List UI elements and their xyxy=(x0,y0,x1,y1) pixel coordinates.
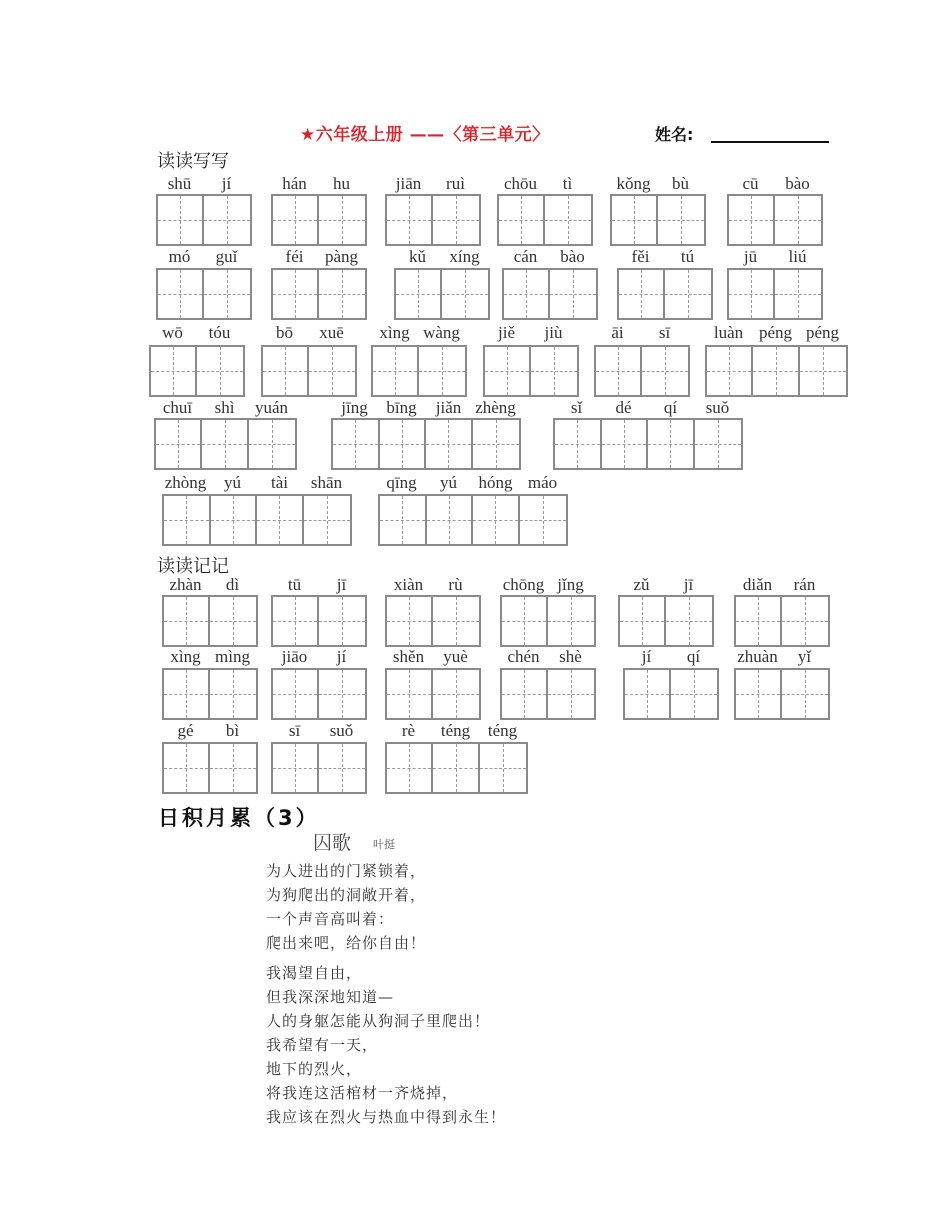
pinyin-syllable: xuē xyxy=(319,323,344,342)
tianzige-writing-grid xyxy=(156,268,252,320)
writing-cell[interactable] xyxy=(548,597,594,645)
writing-cell[interactable] xyxy=(550,270,596,318)
pinyin-syllable: jiāo xyxy=(281,647,308,666)
writing-cell[interactable] xyxy=(729,270,775,318)
writing-cell[interactable] xyxy=(555,420,602,468)
poem-line: 为狗爬出的洞敞开着， xyxy=(266,886,427,904)
writing-cell[interactable] xyxy=(164,496,211,544)
pinyin-syllable: bì xyxy=(225,721,240,740)
writing-cell[interactable] xyxy=(273,597,319,645)
pinyin-syllable: qí xyxy=(686,647,701,666)
writing-cell[interactable] xyxy=(531,347,577,395)
writing-cell[interactable] xyxy=(319,744,365,792)
writing-cell[interactable] xyxy=(333,420,380,468)
writing-cell[interactable] xyxy=(775,196,821,244)
writing-cell[interactable] xyxy=(151,347,197,395)
writing-cell[interactable] xyxy=(373,347,419,395)
pinyin-syllable: jiě xyxy=(498,323,515,342)
poem-line: 爬出来吧，给你自由！ xyxy=(266,934,427,952)
writing-cell[interactable] xyxy=(419,347,465,395)
tianzige-writing-grid xyxy=(610,194,706,246)
tianzige-writing-grid xyxy=(162,742,258,794)
pinyin-syllable: dì xyxy=(225,575,240,594)
writing-cell[interactable] xyxy=(210,744,256,792)
poem-line: 我渴望自由， xyxy=(266,964,363,982)
writing-cell[interactable] xyxy=(427,496,474,544)
tianzige-writing-grid xyxy=(271,268,367,320)
writing-cell[interactable] xyxy=(433,744,479,792)
writing-cell[interactable] xyxy=(387,670,433,718)
pinyin-syllable: zhèng xyxy=(475,398,516,417)
pinyin-syllable: hóng xyxy=(478,473,513,492)
writing-cell[interactable] xyxy=(665,270,711,318)
writing-cell[interactable] xyxy=(204,196,250,244)
poem-line: 但我深深地知道— xyxy=(266,988,395,1006)
tianzige-writing-grid xyxy=(162,494,352,546)
pinyin-syllable: chōng xyxy=(502,575,545,594)
tianzige-writing-grid xyxy=(385,595,481,647)
writing-cell[interactable] xyxy=(197,347,243,395)
pinyin-syllable: sī xyxy=(658,323,671,342)
writing-cell[interactable] xyxy=(548,670,594,718)
pinyin-syllable: sī xyxy=(288,721,301,740)
tianzige-writing-grid xyxy=(502,268,598,320)
writing-cell[interactable] xyxy=(433,597,479,645)
tianzige-writing-grid xyxy=(727,194,823,246)
pinyin-syllable: xìng xyxy=(379,323,410,342)
pinyin-syllable: bù xyxy=(672,174,689,193)
poem-title: 囚歌 xyxy=(313,832,352,854)
pinyin-syllable: xìng xyxy=(170,647,201,666)
tianzige-writing-grid xyxy=(705,345,848,397)
pinyin-syllable: téng xyxy=(487,721,518,740)
tianzige-writing-grid xyxy=(594,345,690,397)
pinyin-syllable: xiàn xyxy=(393,575,424,594)
pinyin-syllable: zhòng xyxy=(164,473,207,492)
writing-cell[interactable] xyxy=(671,670,717,718)
writing-cell[interactable] xyxy=(273,670,319,718)
poem-line: 我希望有一天， xyxy=(266,1036,379,1054)
pinyin-syllable: bīng xyxy=(386,398,417,417)
tianzige-writing-grid xyxy=(500,595,596,647)
pinyin-syllable: suǒ xyxy=(329,721,354,740)
writing-cell[interactable] xyxy=(625,670,671,718)
pinyin-syllable: luàn xyxy=(713,323,744,342)
worksheet-title: ★六年级上册 ——〈第三单元〉 xyxy=(300,125,550,145)
pinyin-syllable: téng xyxy=(440,721,471,740)
writing-cell[interactable] xyxy=(502,670,548,718)
writing-cell[interactable] xyxy=(204,270,250,318)
pinyin-syllable: qīng xyxy=(386,473,417,492)
writing-cell[interactable] xyxy=(442,270,488,318)
pinyin-syllable: liú xyxy=(788,247,807,266)
writing-cell[interactable] xyxy=(736,670,782,718)
pinyin-syllable: tú xyxy=(680,247,695,266)
tianzige-writing-grid xyxy=(727,268,823,320)
pinyin-syllable: jīng xyxy=(341,398,368,417)
pinyin-syllable: bō xyxy=(276,323,293,342)
writing-cell[interactable] xyxy=(473,496,520,544)
writing-cell[interactable] xyxy=(520,496,566,544)
pinyin-syllable: jiǎn xyxy=(435,398,462,417)
pinyin-syllable: jí xyxy=(641,647,652,666)
pinyin-syllable: qí xyxy=(663,398,678,417)
tianzige-writing-grid xyxy=(371,345,467,397)
writing-cell[interactable] xyxy=(545,196,591,244)
writing-cell[interactable] xyxy=(612,196,658,244)
poem-line: 地下的烈火， xyxy=(266,1060,363,1078)
writing-cell[interactable] xyxy=(210,670,256,718)
pinyin-syllable: bào xyxy=(560,247,585,266)
tianzige-writing-grid xyxy=(394,268,490,320)
writing-cell[interactable] xyxy=(387,744,433,792)
pinyin-syllable: diǎn xyxy=(742,575,773,594)
pinyin-syllable: jī xyxy=(683,575,694,594)
writing-cell[interactable] xyxy=(164,670,210,718)
writing-cell[interactable] xyxy=(319,196,365,244)
pinyin-syllable: tài xyxy=(271,473,288,492)
writing-cell[interactable] xyxy=(202,420,248,468)
pinyin-syllable: tóu xyxy=(208,323,231,342)
pinyin-syllable: fěi xyxy=(631,247,650,266)
tianzige-writing-grid xyxy=(734,668,830,720)
tianzige-writing-grid xyxy=(156,194,252,246)
writing-cell[interactable] xyxy=(619,270,665,318)
tianzige-writing-grid xyxy=(162,595,258,647)
writing-cell[interactable] xyxy=(485,347,531,395)
pinyin-syllable: zǔ xyxy=(633,575,650,594)
pinyin-syllable: jí xyxy=(336,647,347,666)
writing-cell[interactable] xyxy=(319,670,365,718)
poem-line: 一个声音高叫着： xyxy=(266,910,395,928)
tianzige-writing-grid xyxy=(385,194,481,246)
writing-cell[interactable] xyxy=(210,597,256,645)
pinyin-syllable: chén xyxy=(507,647,540,666)
tianzige-writing-grid xyxy=(271,595,367,647)
writing-cell[interactable] xyxy=(164,597,210,645)
pinyin-syllable: jí xyxy=(221,174,232,193)
name-label: 姓名: xyxy=(655,125,694,144)
poem-line: 人的身躯怎能从狗洞子里爬出！ xyxy=(266,1012,491,1030)
tianzige-writing-grid xyxy=(162,668,258,720)
writing-cell[interactable] xyxy=(473,420,519,468)
tianzige-writing-grid xyxy=(154,418,297,470)
writing-cell[interactable] xyxy=(753,347,799,395)
writing-cell[interactable] xyxy=(433,670,479,718)
pinyin-syllable: guǐ xyxy=(215,247,238,266)
writing-cell[interactable] xyxy=(502,597,548,645)
pinyin-syllable: sǐ xyxy=(570,398,583,417)
tianzige-writing-grid xyxy=(623,668,719,720)
writing-cell[interactable] xyxy=(309,347,355,395)
pinyin-syllable: shè xyxy=(559,647,582,666)
writing-cell[interactable] xyxy=(620,597,666,645)
tianzige-writing-grid xyxy=(385,668,481,720)
tianzige-writing-grid xyxy=(378,494,568,546)
pinyin-syllable: suǒ xyxy=(705,398,730,417)
pinyin-syllable: shū xyxy=(167,174,192,193)
writing-cell[interactable] xyxy=(782,670,828,718)
writing-cell[interactable] xyxy=(504,270,550,318)
tianzige-writing-grid xyxy=(483,345,579,397)
pinyin-syllable: shān xyxy=(310,473,343,492)
writing-cell[interactable] xyxy=(426,420,473,468)
writing-cell[interactable] xyxy=(387,597,433,645)
writing-cell[interactable] xyxy=(211,496,258,544)
writing-cell[interactable] xyxy=(257,496,304,544)
pinyin-syllable: yuán xyxy=(254,398,289,417)
tianzige-writing-grid xyxy=(261,345,357,397)
tianzige-writing-grid xyxy=(497,194,593,246)
pinyin-syllable: mìng xyxy=(215,647,250,666)
pinyin-syllable: yuè xyxy=(443,647,468,666)
writing-cell[interactable] xyxy=(658,196,704,244)
poem-author: 叶挺 xyxy=(373,838,395,851)
writing-cell[interactable] xyxy=(164,744,210,792)
pinyin-syllable: āi xyxy=(611,323,624,342)
pinyin-syllable: shěn xyxy=(392,647,425,666)
pinyin-syllable: zhuàn xyxy=(737,647,778,666)
writing-cell[interactable] xyxy=(380,420,427,468)
pinyin-syllable: yú xyxy=(440,473,457,492)
tianzige-writing-grid xyxy=(385,742,528,794)
writing-cell[interactable] xyxy=(319,270,365,318)
pinyin-syllable: cán xyxy=(513,247,538,266)
writing-cell[interactable] xyxy=(480,744,526,792)
writing-cell[interactable] xyxy=(156,420,202,468)
writing-cell[interactable] xyxy=(729,196,775,244)
section-heading-read-remember: 读读记记 xyxy=(157,556,229,577)
pinyin-syllable: tì xyxy=(562,174,573,193)
tianzige-writing-grid xyxy=(734,595,830,647)
poem-line: 为人进出的门紧锁着， xyxy=(266,862,427,880)
pinyin-syllable: péng xyxy=(805,323,840,342)
pinyin-syllable: máo xyxy=(527,473,558,492)
pinyin-syllable: gé xyxy=(177,721,194,740)
writing-cell[interactable] xyxy=(319,597,365,645)
writing-cell[interactable] xyxy=(775,270,821,318)
pinyin-syllable: hán xyxy=(282,174,307,193)
pinyin-syllable: kǔ xyxy=(409,247,426,266)
pinyin-syllable: yǐ xyxy=(797,647,812,666)
writing-cell[interactable] xyxy=(304,496,350,544)
writing-cell[interactable] xyxy=(249,420,295,468)
pinyin-syllable: tū xyxy=(287,575,302,594)
pinyin-syllable: rán xyxy=(793,575,816,594)
pinyin-syllable: jiān xyxy=(395,174,422,193)
writing-cell[interactable] xyxy=(666,597,712,645)
pinyin-syllable: dé xyxy=(615,398,632,417)
pinyin-syllable: pàng xyxy=(324,247,359,266)
tianzige-writing-grid xyxy=(553,418,743,470)
pinyin-syllable: xíng xyxy=(449,247,480,266)
pinyin-syllable: rù xyxy=(448,575,463,594)
writing-cell[interactable] xyxy=(596,347,642,395)
pinyin-syllable: yú xyxy=(224,473,241,492)
pinyin-syllable: jī xyxy=(336,575,347,594)
writing-cell[interactable] xyxy=(433,196,479,244)
poem-line: 我应该在烈火与热血中得到永生！ xyxy=(266,1108,507,1126)
pinyin-syllable: zhàn xyxy=(169,575,202,594)
pinyin-syllable: chōu xyxy=(503,174,538,193)
tianzige-writing-grid xyxy=(271,742,367,794)
writing-cell[interactable] xyxy=(648,420,695,468)
pinyin-syllable: jiù xyxy=(544,323,563,342)
pinyin-syllable: jū xyxy=(743,247,758,266)
pinyin-syllable: wō xyxy=(162,323,183,342)
writing-cell[interactable] xyxy=(396,270,442,318)
pinyin-syllable: ruì xyxy=(446,174,465,193)
name-blank-line[interactable] xyxy=(711,141,829,143)
poem-line: 将我连这活棺材一齐烧掉， xyxy=(266,1084,459,1102)
pinyin-syllable: wàng xyxy=(423,323,460,342)
writing-cell[interactable] xyxy=(273,270,319,318)
pinyin-syllable: mó xyxy=(168,247,191,266)
writing-cell[interactable] xyxy=(602,420,649,468)
section-heading-accumulation: 日积月累（3） xyxy=(158,806,320,830)
writing-cell[interactable] xyxy=(695,420,741,468)
writing-cell[interactable] xyxy=(387,196,433,244)
writing-cell[interactable] xyxy=(642,347,688,395)
pinyin-syllable: hu xyxy=(333,174,350,193)
tianzige-writing-grid xyxy=(331,418,521,470)
pinyin-syllable: kǒng xyxy=(616,174,651,193)
writing-cell[interactable] xyxy=(707,347,753,395)
pinyin-syllable: péng xyxy=(758,323,793,342)
writing-cell[interactable] xyxy=(263,347,309,395)
writing-cell[interactable] xyxy=(800,347,846,395)
section-heading-read-write: 读读写写 xyxy=(157,151,229,172)
tianzige-writing-grid xyxy=(271,668,367,720)
pinyin-syllable: jǐng xyxy=(557,575,584,594)
writing-cell[interactable] xyxy=(273,744,319,792)
tianzige-writing-grid xyxy=(618,595,714,647)
pinyin-syllable: shì xyxy=(214,398,235,417)
writing-cell[interactable] xyxy=(380,496,427,544)
pinyin-syllable: rè xyxy=(401,721,416,740)
writing-cell[interactable] xyxy=(273,196,319,244)
tianzige-writing-grid xyxy=(271,194,367,246)
writing-cell[interactable] xyxy=(499,196,545,244)
tianzige-writing-grid xyxy=(149,345,245,397)
pinyin-syllable: bào xyxy=(785,174,810,193)
writing-cell[interactable] xyxy=(782,597,828,645)
writing-cell[interactable] xyxy=(158,196,204,244)
pinyin-syllable: féi xyxy=(285,247,304,266)
pinyin-syllable: cū xyxy=(742,174,759,193)
writing-cell[interactable] xyxy=(736,597,782,645)
tianzige-writing-grid xyxy=(500,668,596,720)
writing-cell[interactable] xyxy=(158,270,204,318)
tianzige-writing-grid xyxy=(617,268,713,320)
pinyin-syllable: chuī xyxy=(162,398,193,417)
